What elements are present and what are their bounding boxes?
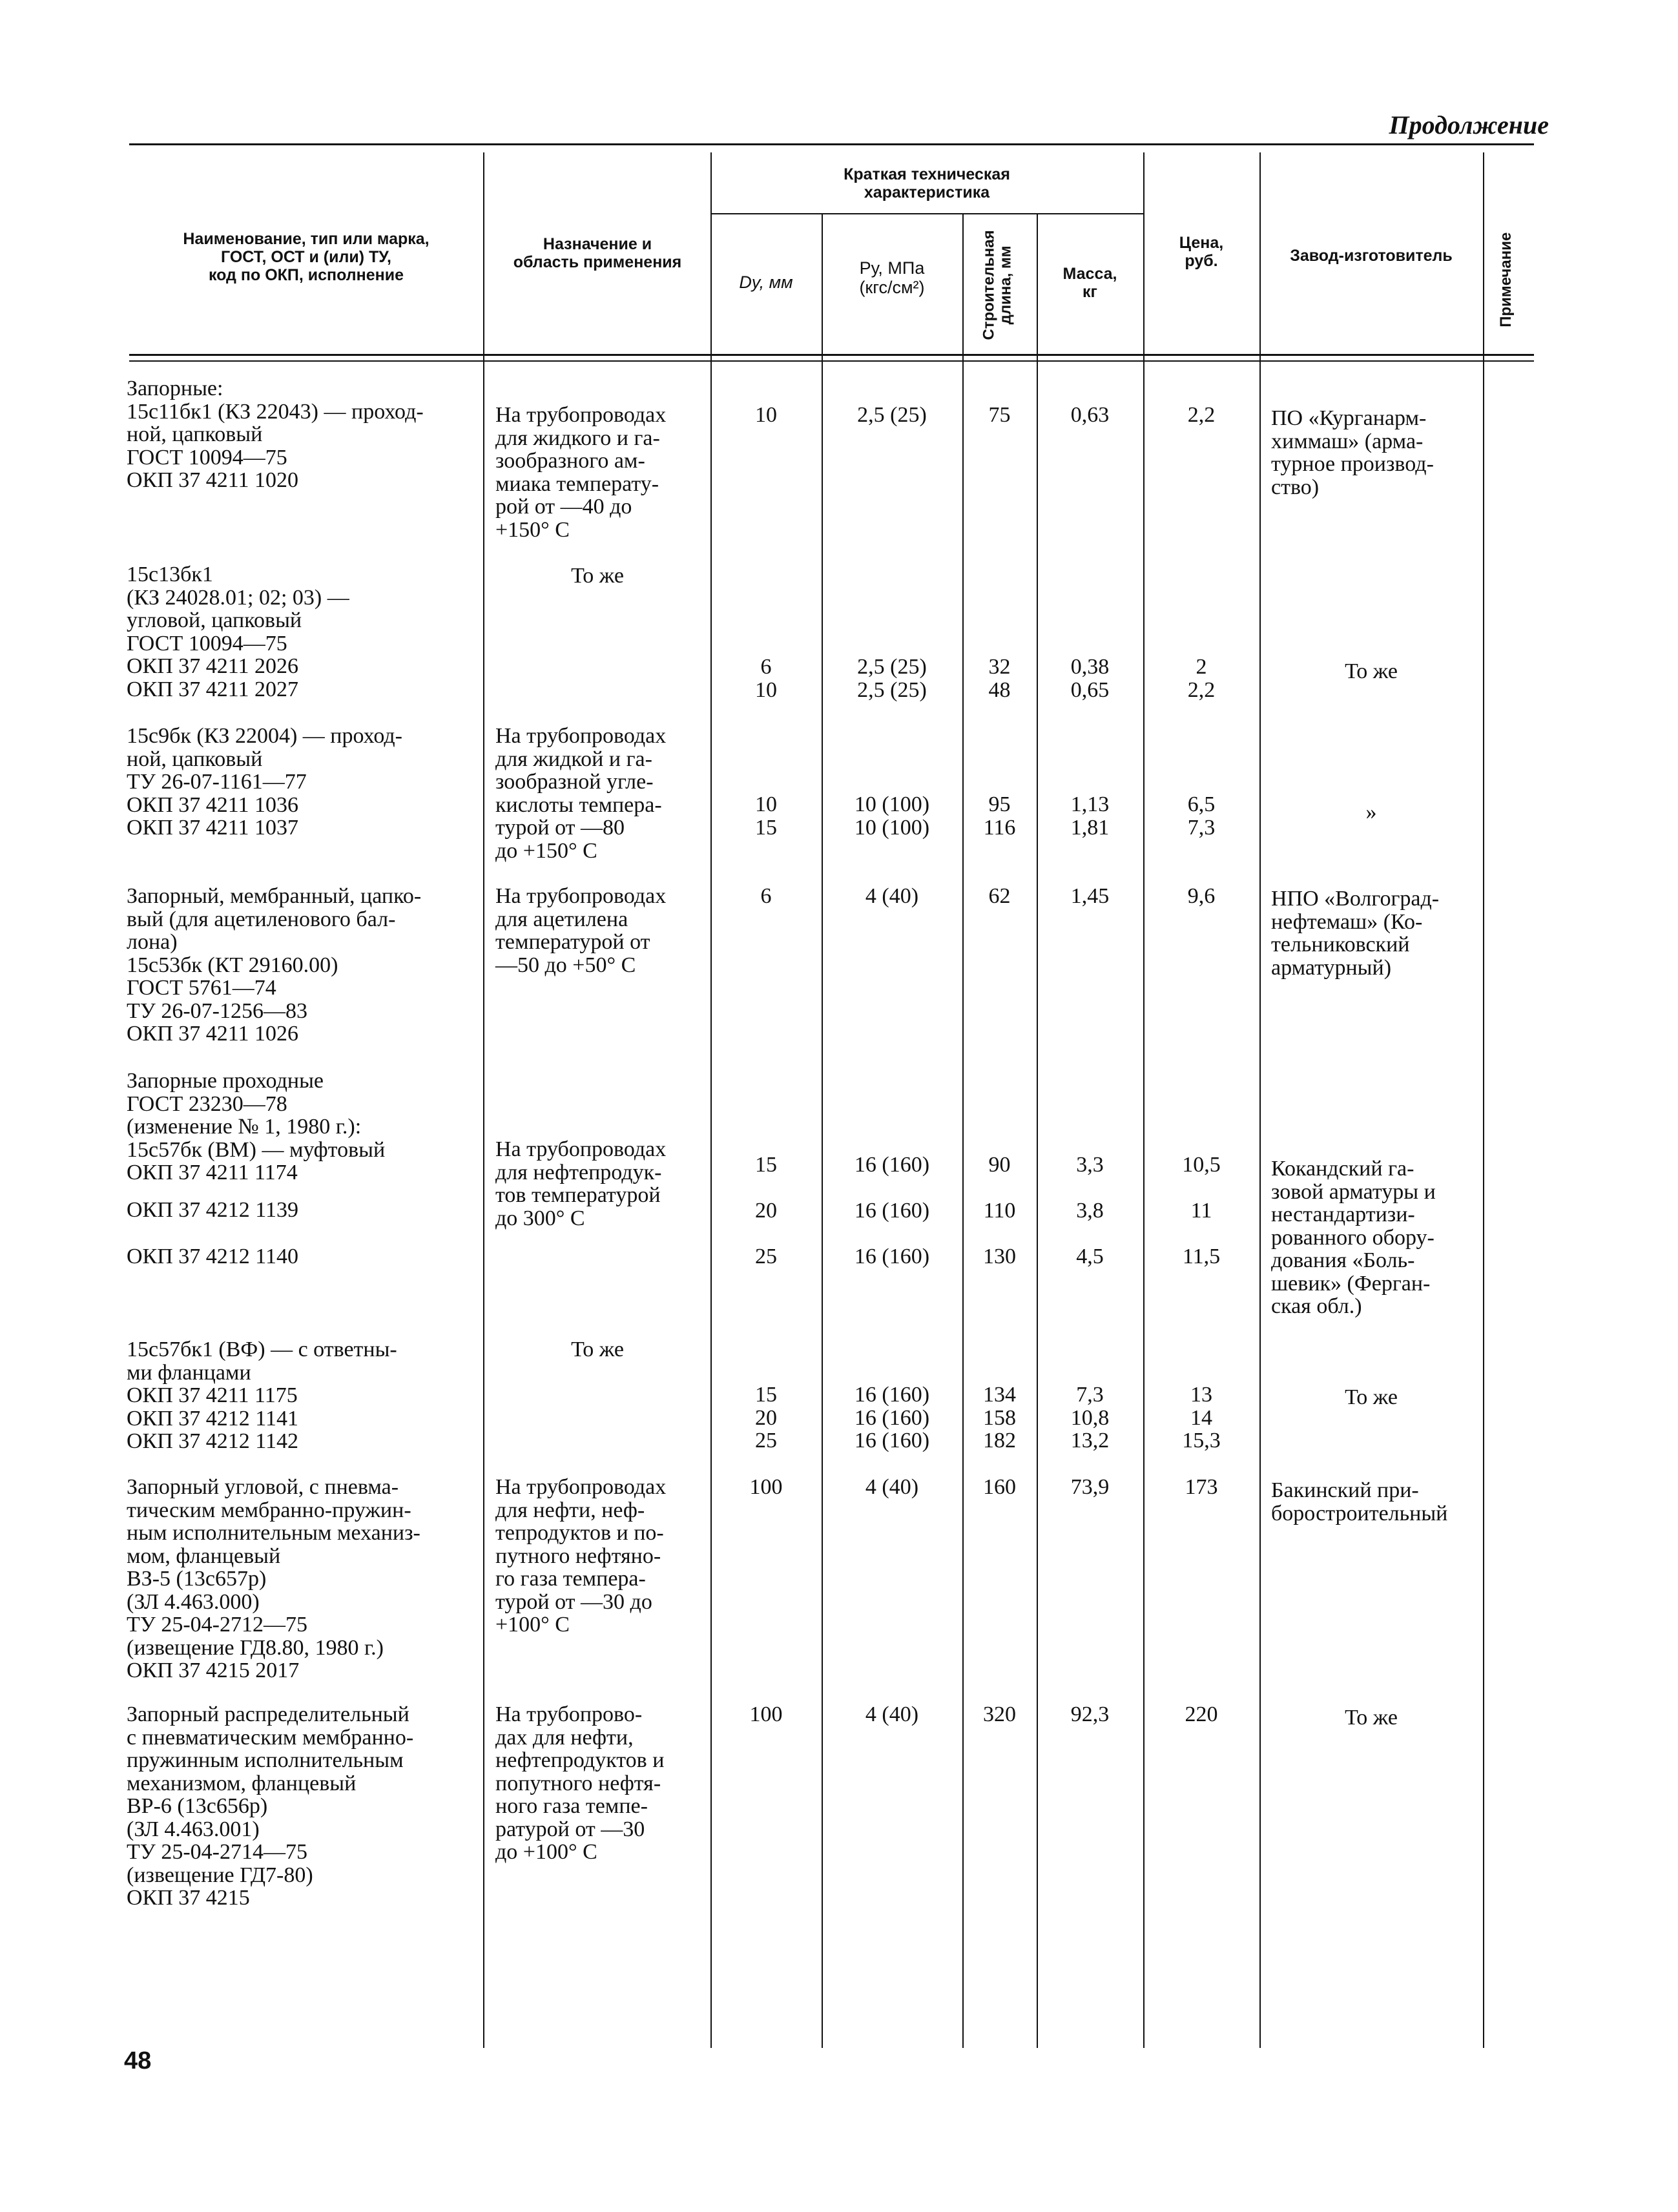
row3-dy: 10 15 xyxy=(755,792,777,840)
row2-mass: 0,38 0,65 xyxy=(1070,655,1110,702)
row2-price: 2 2,2 xyxy=(1187,655,1216,702)
row8-mass: 92,3 xyxy=(1070,1702,1110,1726)
row7-length: 160 xyxy=(983,1475,1016,1499)
row8-py: 4 (40) xyxy=(865,1702,919,1726)
header-name: Наименование, тип или марка, ГОСТ, ОСТ и (или) ТУ, код по ОКП, исполнение xyxy=(183,230,430,284)
row8-dy: 100 xyxy=(749,1702,783,1726)
row1-mass: 0,63 xyxy=(1070,403,1110,427)
row6-dy: 15 20 25 xyxy=(755,1383,777,1452)
row2-length: 32 48 xyxy=(988,655,1011,702)
col-divider-1 xyxy=(483,152,484,2048)
row1-price: 2,2 xyxy=(1187,403,1216,427)
row1-name: Запорные: 15с11бк1 (КЗ 22043) — проход- ной, цапковый ГОСТ 10094—75 ОКП 37 4211 1020 xyxy=(127,377,424,492)
header-tech: Краткая техническая характеристика xyxy=(844,165,1010,202)
row5-length-1: 90 xyxy=(988,1153,1011,1177)
row4-purpose: На трубопроводах для ацетилена температурой от —50 до +50° С xyxy=(495,884,667,977)
row2-py: 2,5 (25) 2,5 (25) xyxy=(857,655,927,702)
col-divider-3 xyxy=(822,213,823,2048)
row3-py: 10 (100) 10 (100) xyxy=(854,792,930,840)
row1-purpose: На трубопроводах для жидкого и га- зообразного ам- миака температу- рой от —40 до +150° С xyxy=(495,403,667,542)
header-price: Цена, руб. xyxy=(1179,234,1224,270)
row5-py-1: 16 (160) xyxy=(854,1153,930,1177)
row2-name: 15с13бк1 (КЗ 24028.01; 02; 03) — угловой, цапковый ГОСТ 10094—75 ОКП 37 4211 2026 ОКП 37 4211 2027 xyxy=(127,563,349,701)
row4-mass: 1,45 xyxy=(1070,884,1110,908)
row8-price: 220 xyxy=(1185,1702,1218,1726)
row5-dy-2: 20 xyxy=(755,1199,777,1223)
row3-length: 95 116 xyxy=(983,792,1016,840)
table-top-rule xyxy=(129,143,1534,145)
row1-length: 75 xyxy=(988,403,1011,427)
row5-length-3: 130 xyxy=(983,1245,1016,1268)
row7-dy: 100 xyxy=(749,1475,783,1499)
col-divider-6 xyxy=(1143,152,1145,2048)
row5-mass-2: 3,8 xyxy=(1076,1199,1104,1223)
continuation-label: Продолжение xyxy=(1389,110,1549,140)
row7-maker: Бакинский при- боростроительный xyxy=(1271,1478,1448,1525)
row3-maker: » xyxy=(1365,800,1377,824)
col-divider-7 xyxy=(1259,152,1261,2048)
header-bottom-rule xyxy=(129,354,1534,356)
row5-py-2: 16 (160) xyxy=(854,1199,930,1223)
row5-length-2: 110 xyxy=(983,1199,1016,1223)
row6-maker: То же xyxy=(1345,1385,1398,1409)
row6-mass: 7,3 10,8 13,2 xyxy=(1070,1383,1110,1452)
row5-price-1: 10,5 xyxy=(1182,1153,1221,1177)
row7-py: 4 (40) xyxy=(865,1475,919,1499)
col-divider-5 xyxy=(1037,213,1038,2048)
col-divider-2 xyxy=(710,152,712,2048)
row5-mass-3: 4,5 xyxy=(1076,1245,1104,1268)
row5-py-3: 16 (160) xyxy=(854,1245,930,1268)
row8-purpose: На трубопрово- дах для нефти, нефтепродуктов и попутного нефтя- ного газа темпе- ратурой от —30 до +100° С xyxy=(495,1702,665,1864)
row8-maker: То же xyxy=(1345,1706,1398,1730)
row8-length: 320 xyxy=(983,1702,1016,1726)
row4-py: 4 (40) xyxy=(865,884,919,908)
row4-dy: 6 xyxy=(760,884,772,908)
row5-maker: Кокандский га- зовой арматуры и нестандартизи- рованного обору- дования «Боль- шевик» (Ферган- ская обл.) xyxy=(1271,1157,1436,1318)
row6-py: 16 (160) 16 (160) 16 (160) xyxy=(854,1383,930,1452)
row5-price-2: 11 xyxy=(1190,1199,1212,1223)
row5-okp-3: ОКП 37 4212 1140 xyxy=(127,1245,299,1268)
row6-length: 134 158 182 xyxy=(983,1383,1016,1452)
col-divider-4 xyxy=(962,213,964,2048)
row7-name: Запорный угловой, с пневма- тическим мембранно-пружин- ным исполнительным механиз- мом, фланцевый ВЗ-5 (13с657р) (ЗЛ 4.463.000) ТУ 25-04-2712—75 (извещение ГД8.80, 1980 г.) ОКП 37 4215 2017 xyxy=(127,1475,420,1682)
tech-subheader-rule xyxy=(710,213,1143,214)
header-dy: Dу, мм xyxy=(739,273,793,292)
row2-maker: То же xyxy=(1345,659,1398,683)
header-length: Строительная длина, мм xyxy=(980,230,1015,340)
row4-name: Запорный, мембранный, цапко- вый (для ацетиленового бал- лона) 15с53бк (КТ 29160.00) ГОСТ 5761—74 ТУ 26-07-1256—83 ОКП 37 4211 1026 xyxy=(127,884,422,1046)
row3-name: 15с9бк (КЗ 22004) — проход- ной, цапковый ТУ 26-07-1161—77 ОКП 37 4211 1036 ОКП 37 4211 1037 xyxy=(127,724,402,840)
row5-purpose: На трубопроводах для нефтепродук- тов температурой до 300° С xyxy=(495,1137,667,1230)
row2-purpose: То же xyxy=(571,564,624,588)
row1-py: 2,5 (25) xyxy=(857,403,927,427)
body-top-rule xyxy=(129,360,1534,362)
row4-length: 62 xyxy=(988,884,1011,908)
header-mass: Масса, кг xyxy=(1062,265,1117,301)
row4-maker: НПО «Волгоград- нефтемаш» (Ко- тельниковский арматурный) xyxy=(1271,887,1440,980)
header-maker: Завод-изготовитель xyxy=(1290,247,1453,265)
row5-price-3: 11,5 xyxy=(1182,1245,1221,1268)
row6-name: 15с57бк1 (ВФ) — с ответны- ми фланцами ОКП 37 4211 1175 ОКП 37 4212 1141 ОКП 37 4212 1142 xyxy=(127,1338,397,1453)
row7-price: 173 xyxy=(1185,1475,1218,1499)
row8-name: Запорный распределительный с пневматическим мембранно- пружинным исполнительным механизмом, фланцевый ВР-6 (13с656р) (ЗЛ 4.463.001) ТУ 25-04-2714—75 (извещение ГД7-80) ОКП 37 4215 xyxy=(127,1702,414,1910)
row4-price: 9,6 xyxy=(1187,884,1216,908)
row1-dy: 10 xyxy=(755,403,777,427)
row5-dy-1: 15 xyxy=(755,1153,777,1177)
page-number: 48 xyxy=(124,2047,152,2074)
row5-dy-3: 25 xyxy=(755,1245,777,1268)
row3-purpose: На трубопроводах для жидкой и га- зообразной угле- кислоты темпера- турой от —80 до +150° С xyxy=(495,724,667,863)
row1-maker: ПО «Курганарм- химмаш» (арма- турное производ- ство) xyxy=(1271,406,1434,499)
row5-name: Запорные проходные ГОСТ 23230—78 (изменение № 1, 1980 г.): 15с57бк (ВМ) — муфтовый ОКП 37 4211 1174 xyxy=(127,1069,386,1184)
header-purpose: Назначение и область применения xyxy=(513,235,682,271)
row7-purpose: На трубопроводах для нефти, неф- тепродуктов и по- путного нефтяно- го газа темпера- турой от —30 до +100° С xyxy=(495,1475,667,1637)
col-divider-8 xyxy=(1483,152,1484,2048)
row3-mass: 1,13 1,81 xyxy=(1070,792,1110,840)
row6-price: 13 14 15,3 xyxy=(1182,1383,1221,1452)
header-py: Pу, МПа (кгс/см²) xyxy=(859,258,925,298)
row5-okp-2: ОКП 37 4212 1139 xyxy=(127,1198,299,1222)
row2-dy: 6 10 xyxy=(755,655,777,702)
row7-mass: 73,9 xyxy=(1070,1475,1110,1499)
row3-price: 6,5 7,3 xyxy=(1187,792,1216,840)
row5-mass-1: 3,3 xyxy=(1076,1153,1104,1177)
row6-purpose: То же xyxy=(571,1338,624,1361)
header-note: Примечание xyxy=(1497,232,1515,327)
